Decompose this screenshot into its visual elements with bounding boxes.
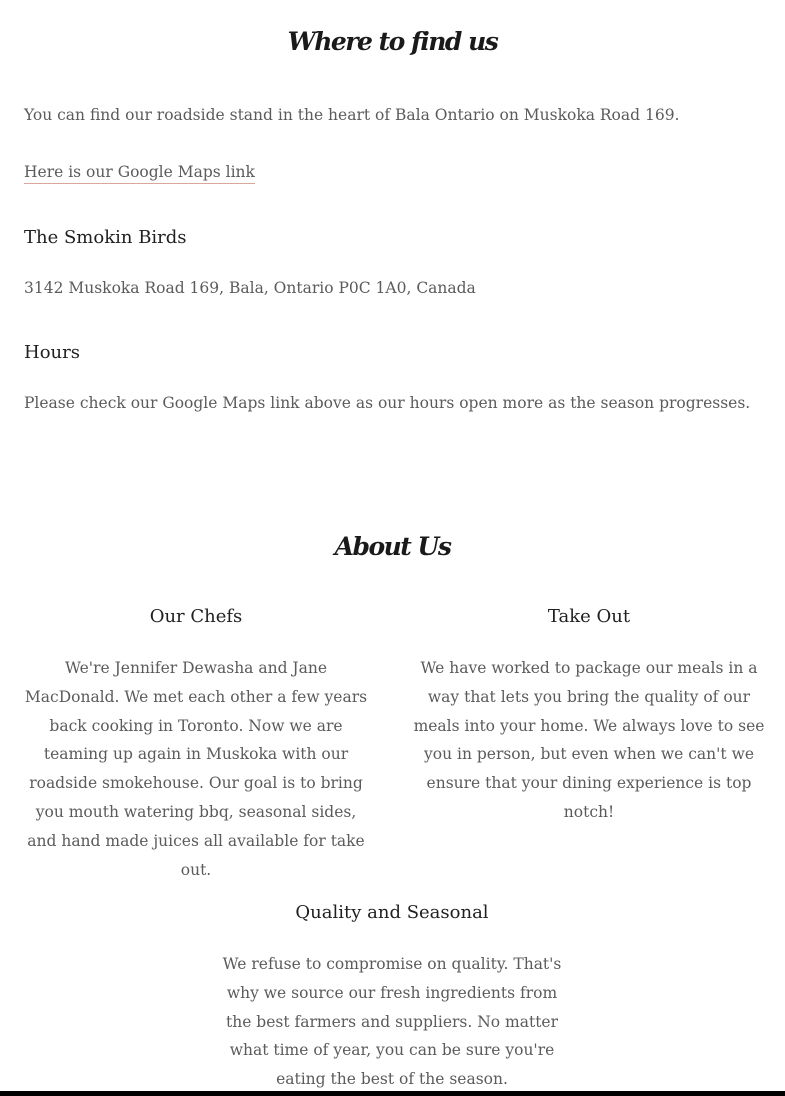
- chefs-text: We're Jennifer Dewasha and Jane MacDonald. We met each other a few years back cooking in Toronto. Now we are teaming up again in Muskoka with our roadside smokehouse. Our goal is to bring you mouth watering bbq, seasonal sides, and hand made juices all available for take out.: [24, 659, 368, 879]
- hours-title: Hours: [24, 342, 80, 363]
- chefs-title: Our Chefs: [149, 606, 243, 627]
- quality-text: We refuse to compromise on quality. That's why we source our fresh ingredients from the best farmers and suppliers. No matter what time of year, you can be sure you're eating the best of the season.: [222, 955, 562, 1089]
- find-us-intro: You can find our roadside stand in the heart of Bala Ontario on Muskoka Road 169.: [24, 106, 680, 124]
- business-name: The Smokin Birds: [24, 227, 187, 248]
- takeout-title: Take Out: [547, 606, 631, 627]
- bottom-bar: [0, 1091, 785, 1096]
- takeout-text: We have worked to package our meals in a way that lets you bring the quality of our meals into your home. We always love to see you in person, but even when we can't we ensure that your dining experience is top notch!: [413, 659, 765, 821]
- business-address: 3142 Muskoka Road 169, Bala, Ontario P0C 1A0, Canada: [24, 279, 476, 297]
- find-us-heading: Where to find us: [287, 27, 498, 56]
- google-maps-link[interactable]: Here is our Google Maps link: [24, 163, 255, 184]
- quality-title: Quality and Seasonal: [295, 902, 489, 923]
- about-us-heading: About Us: [334, 532, 451, 561]
- hours-text: Please check our Google Maps link above as our hours open more as the season progresses.: [24, 394, 751, 412]
